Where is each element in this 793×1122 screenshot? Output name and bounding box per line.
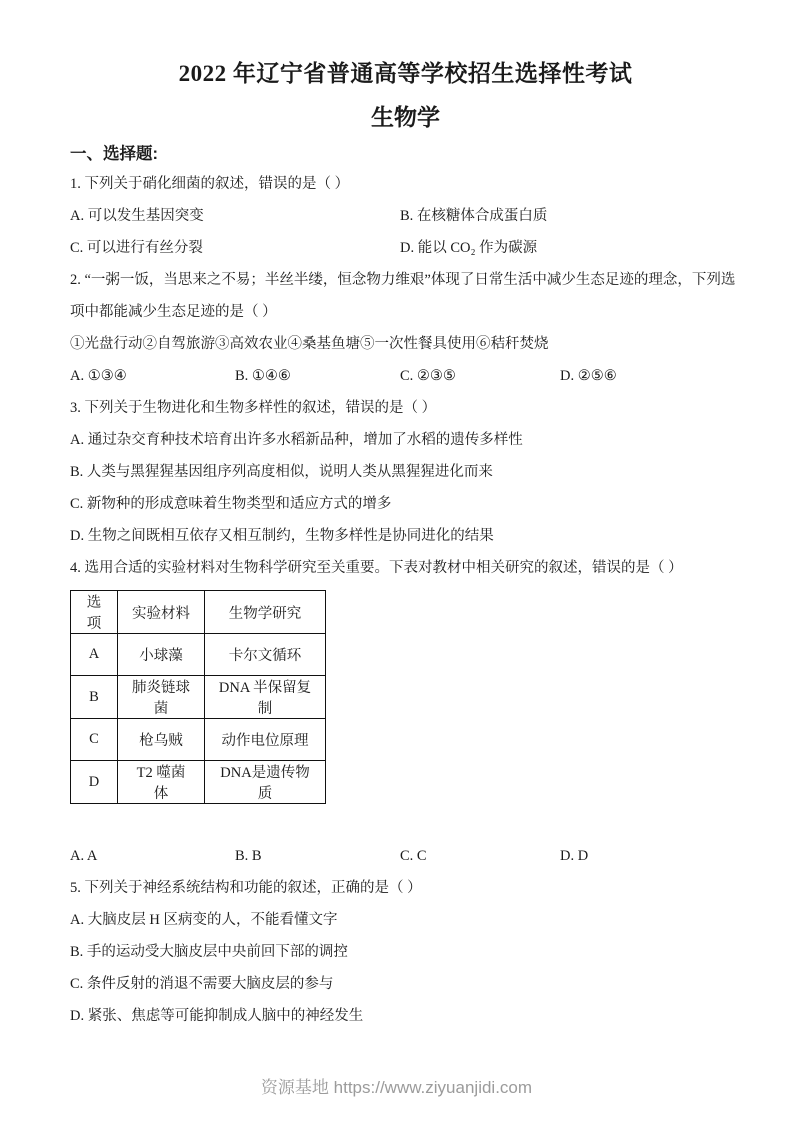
question-1-option-a: A. 可以发生基因突变 (70, 208, 204, 224)
table-cell: 小球藻 (118, 634, 205, 676)
question-5-option-c: C. 条件反射的消退不需要大脑皮层的参与 (70, 976, 334, 992)
question-1-stem: 1. 下列关于硝化细菌的叙述，错误的是（ ） (70, 176, 350, 192)
table-cell: T2 噬菌体 (118, 761, 205, 804)
question-1-options (70, 200, 741, 264)
question-3-option-c: C. 新物种的形成意味着生物类型和适应方式的增多 (70, 496, 392, 512)
table-row (71, 719, 326, 761)
table-cell: 卡尔文循环 (205, 634, 326, 676)
question-4-option-a: A. A (70, 848, 98, 864)
question-2-options (70, 360, 741, 392)
question-1-option-c: C. 可以进行有丝分裂 (70, 240, 203, 256)
question-5-option-a: A. 大脑皮层 H 区病变的人，不能看懂文字 (70, 912, 338, 928)
table-header-row (71, 591, 326, 634)
exam-title: 2022 年辽宁省普通高等学校招生选择性考试 (178, 61, 633, 86)
table-cell: B (71, 676, 118, 719)
question-4-table (70, 590, 326, 804)
table-header-research: 生物学研究 (205, 591, 326, 634)
table-header-option: 选项 (71, 591, 118, 634)
question-2-option-d: D. ②⑤⑥ (560, 368, 617, 384)
question-2-stem: 2. “一粥一饭，当思来之不易；半丝半缕，恒念物力维艰”体现了日常生活中减少生态足迹的理念，下列选项中都能减少生态足迹的是（ ） (70, 272, 736, 320)
question-5-stem: 5. 下列关于神经系统结构和功能的叙述，正确的是（ ） (70, 880, 422, 896)
question-3-stem: 3. 下列关于生物进化和生物多样性的叙述，错误的是（ ） (70, 400, 437, 416)
table-cell: C (71, 719, 118, 761)
question-3-options (70, 424, 741, 552)
table-header-material: 实验材料 (118, 591, 205, 634)
question-5-options (70, 904, 741, 1032)
question-3-option-a: A. 通过杂交育种技术培育出许多水稻新品种，增加了水稻的遗传多样性 (70, 432, 523, 448)
question-4-option-c: C. C (400, 848, 427, 864)
question-4-option-b: B. B (235, 848, 262, 864)
table-cell: D (71, 761, 118, 804)
question-5-option-b: B. 手的运动受大脑皮层中央前回下部的调控 (70, 944, 348, 960)
table-cell: DNA 半保留复制 (205, 676, 326, 719)
question-2-option-c: C. ②③⑤ (400, 368, 456, 384)
table-cell: DNA是遗传物质 (205, 761, 326, 804)
question-4-option-d: D. D (560, 848, 589, 864)
table-cell: 枪乌贼 (118, 719, 205, 761)
table-row (71, 761, 326, 804)
section-heading-multiple-choice: 一、选择题: (70, 145, 158, 163)
question-3-option-b: B. 人类与黑猩猩基因组序列高度相似，说明人类从黑猩猩进化而来 (70, 464, 493, 480)
question-1-option-d: D. 能以 CO₂ 作为碳源 (400, 240, 538, 256)
question-2-option-a: A. ①③④ (70, 368, 127, 384)
table-cell: A (71, 634, 118, 676)
question-5-option-d: D. 紧张、焦虑等可能抑制成人脑中的神经发生 (70, 1008, 364, 1024)
table-row (71, 634, 326, 676)
table-row (71, 676, 326, 719)
question-2-numbered-items: ①光盘行动②自驾旅游③高效农业④桑基鱼塘⑤一次性餐具使用⑥秸秆焚烧 (70, 336, 549, 352)
question-1-option-b: B. 在核糖体合成蛋白质 (400, 208, 548, 224)
exam-subject-title: 生物学 (371, 105, 440, 130)
footer-watermark: 资源基地 https://www.ziyuanjidi.com (260, 1078, 533, 1097)
question-4-options (70, 840, 741, 872)
question-3-option-d: D. 生物之间既相互依存又相互制约，生物多样性是协同进化的结果 (70, 528, 494, 544)
question-4-stem: 4. 选用合适的实验材料对生物科学研究至关重要。下表对教材中相关研究的叙述，错误的是（ ） (70, 560, 683, 576)
question-2-option-b: B. ①④⑥ (235, 368, 291, 384)
table-cell: 肺炎链球菌 (118, 676, 205, 719)
table-cell: 动作电位原理 (205, 719, 326, 761)
